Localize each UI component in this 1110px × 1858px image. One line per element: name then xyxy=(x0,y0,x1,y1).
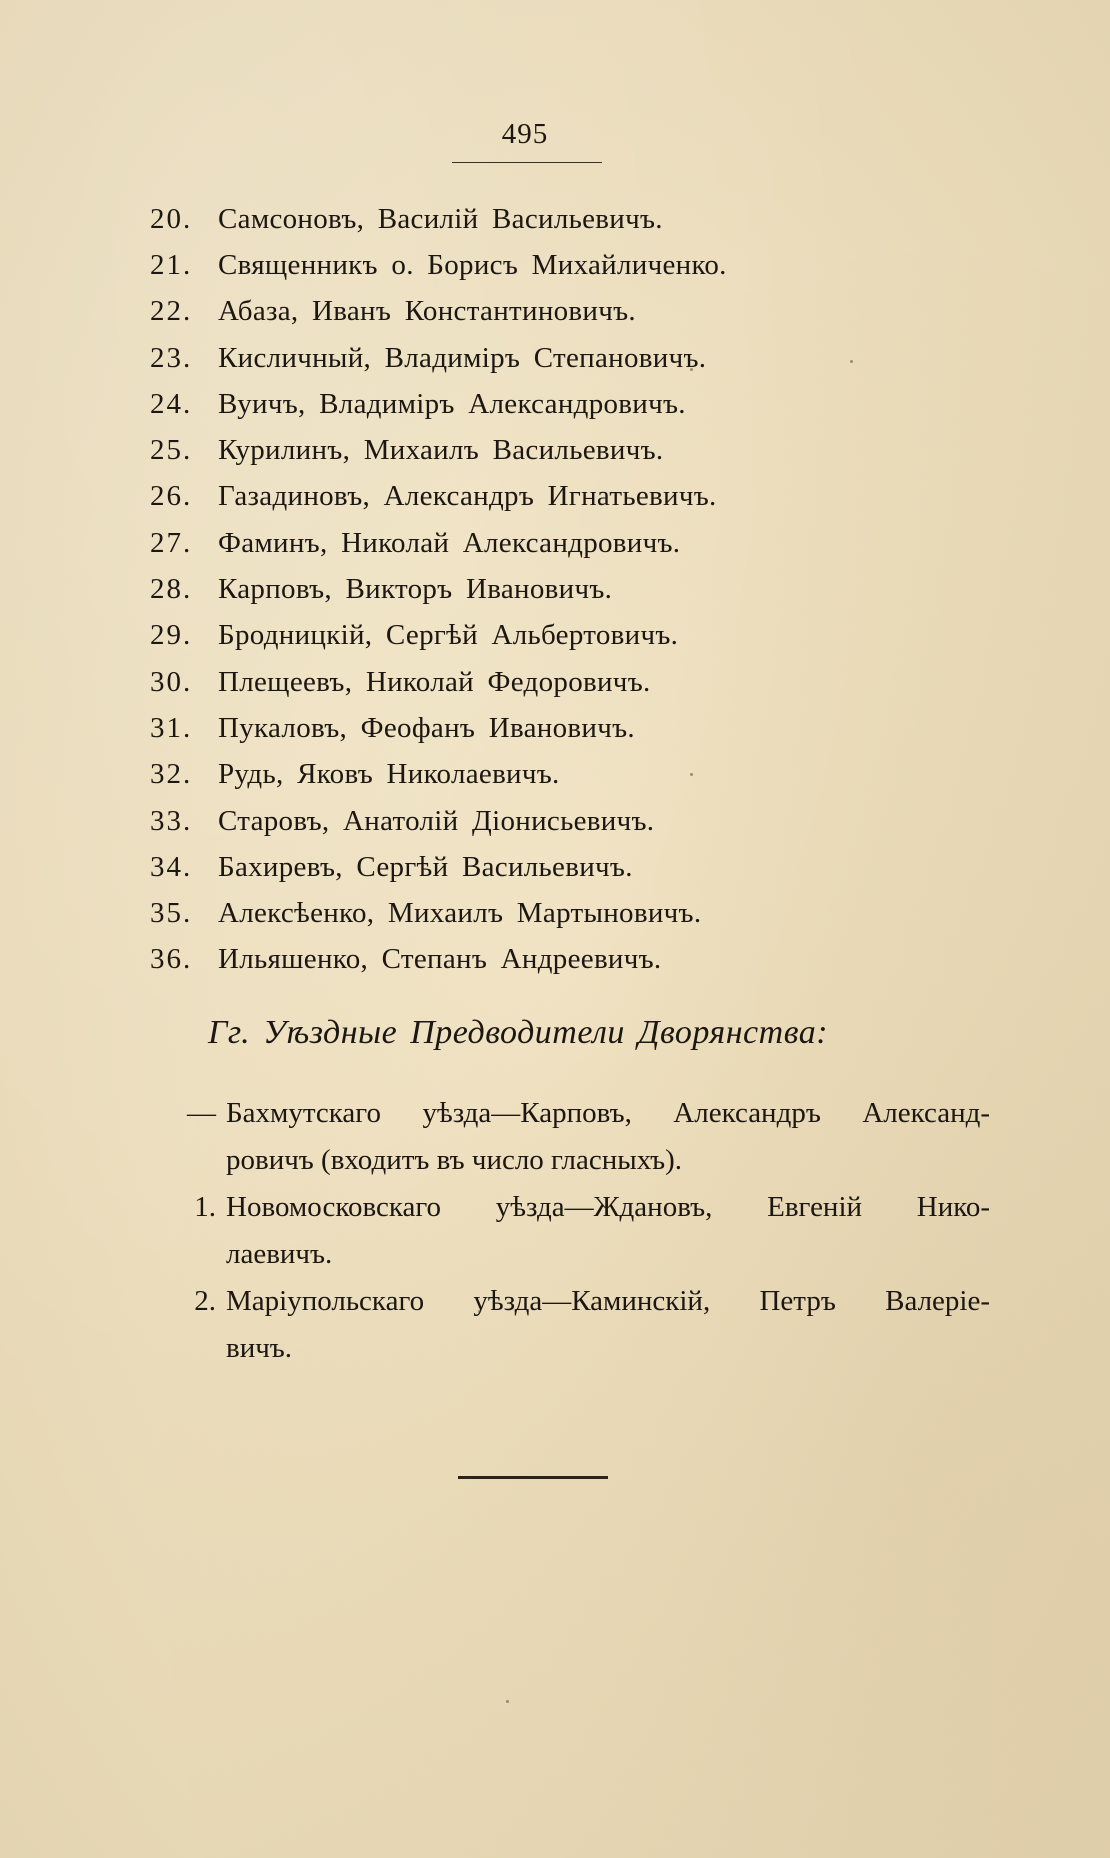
member-list-item xyxy=(150,566,1010,612)
end-rule xyxy=(458,1476,608,1479)
member-number: 33. xyxy=(150,804,193,837)
marshal-text xyxy=(226,1278,990,1372)
member-number: 23. xyxy=(150,341,193,374)
member-name: Абаза, Иванъ Константиновичъ. xyxy=(218,295,636,328)
member-list-item xyxy=(150,798,1010,844)
member-list-item xyxy=(150,844,1010,890)
member-number: 36. xyxy=(150,943,193,976)
member-list-item xyxy=(150,381,1010,427)
page-number: 495 xyxy=(501,118,549,150)
member-list-item xyxy=(150,705,1010,751)
marshal-entry xyxy=(160,1184,990,1278)
member-name: Алексѣенко, Михаилъ Мартыновичъ. xyxy=(218,897,702,930)
member-number: 20. xyxy=(150,202,193,235)
member-name: Курилинъ, Михаилъ Васильевичъ. xyxy=(218,434,664,467)
member-name: Газадиновъ, Александръ Игнатьевичъ. xyxy=(218,480,717,513)
section-heading: Гг. Уѣздные Предводители Дворянства: xyxy=(208,1014,829,1051)
member-list-item xyxy=(150,520,1010,566)
paper-speck xyxy=(850,360,853,363)
marshal-text-line: Маріупольскаго уѣзда—Каминскій, Петръ Валеріе- xyxy=(226,1285,990,1317)
member-name: Рудь, Яковъ Николаевичъ. xyxy=(218,758,560,791)
member-number: 26. xyxy=(150,480,193,513)
member-name: Ильяшенко, Степанъ Андреевичъ. xyxy=(218,943,662,976)
marshal-text xyxy=(226,1090,990,1184)
member-list-item xyxy=(150,752,1010,798)
member-list-item xyxy=(150,890,1010,936)
member-name: Старовъ, Анатолій Діонисьевичъ. xyxy=(218,804,655,837)
paper-speck xyxy=(690,368,693,371)
member-list-item xyxy=(150,242,1010,288)
paper-speck xyxy=(478,1310,481,1313)
member-number: 24. xyxy=(150,387,193,420)
member-name: Пукаловъ, Феофанъ Ивановичъ. xyxy=(218,711,635,744)
member-number: 31. xyxy=(150,711,193,744)
marshal-text-line: Новомосковскаго уѣзда—Ждановъ, Евгеній Нико- xyxy=(226,1191,990,1223)
member-list-item xyxy=(150,659,1010,705)
marshals-list xyxy=(160,1090,990,1372)
member-number: 27. xyxy=(150,526,193,559)
member-list-item xyxy=(150,937,1010,983)
member-name: Бахиревъ, Сергѣй Васильевичъ. xyxy=(218,850,633,883)
member-number: 21. xyxy=(150,248,193,281)
member-name: Самсоновъ, Василій Васильевичъ. xyxy=(218,202,663,235)
paper-speck xyxy=(506,1700,509,1703)
member-name: Священникъ о. Борисъ Михайличенко. xyxy=(218,248,727,281)
marshal-marker: — xyxy=(187,1097,216,1129)
marshal-marker: 1. xyxy=(194,1191,216,1223)
member-name: Вуичъ, Владиміръ Александровичъ. xyxy=(218,387,686,420)
member-number: 30. xyxy=(150,665,193,698)
member-name: Плещеевъ, Николай Федоровичъ. xyxy=(218,665,651,698)
marshal-marker: 2. xyxy=(194,1285,216,1317)
member-number: 34. xyxy=(150,850,193,883)
paper-speck xyxy=(690,773,693,776)
member-number: 25. xyxy=(150,434,193,467)
member-name: Фаминъ, Николай Александровичъ. xyxy=(218,526,681,559)
marshal-text-line: Бахмутскаго уѣзда—Карповъ, Александръ Александ- xyxy=(226,1097,990,1129)
member-list-item xyxy=(150,289,1010,335)
marshal-text xyxy=(226,1184,990,1278)
member-number: 35. xyxy=(150,897,193,930)
marshal-entry xyxy=(160,1278,990,1372)
member-list-item xyxy=(150,613,1010,659)
marshal-entry xyxy=(160,1090,990,1184)
marshal-text-line: ровичъ (входитъ въ число гласныхъ). xyxy=(226,1144,682,1176)
page-number-rule xyxy=(452,162,602,163)
marshal-text-line: лаевичъ. xyxy=(226,1238,333,1270)
member-number: 32. xyxy=(150,758,193,791)
member-list-item xyxy=(150,335,1010,381)
member-number: 28. xyxy=(150,573,193,606)
member-name: Кисличный, Владиміръ Степановичъ. xyxy=(218,341,707,374)
members-list xyxy=(150,196,1010,983)
marshal-text-line: вичъ. xyxy=(226,1332,293,1364)
member-list-item xyxy=(150,474,1010,520)
member-number: 29. xyxy=(150,619,193,652)
member-name: Бродницкій, Сергѣй Альбертовичъ. xyxy=(218,619,679,652)
member-list-item xyxy=(150,427,1010,473)
member-name: Карповъ, Викторъ Ивановичъ. xyxy=(218,573,613,606)
member-list-item xyxy=(150,196,1010,242)
member-number: 22. xyxy=(150,295,193,328)
